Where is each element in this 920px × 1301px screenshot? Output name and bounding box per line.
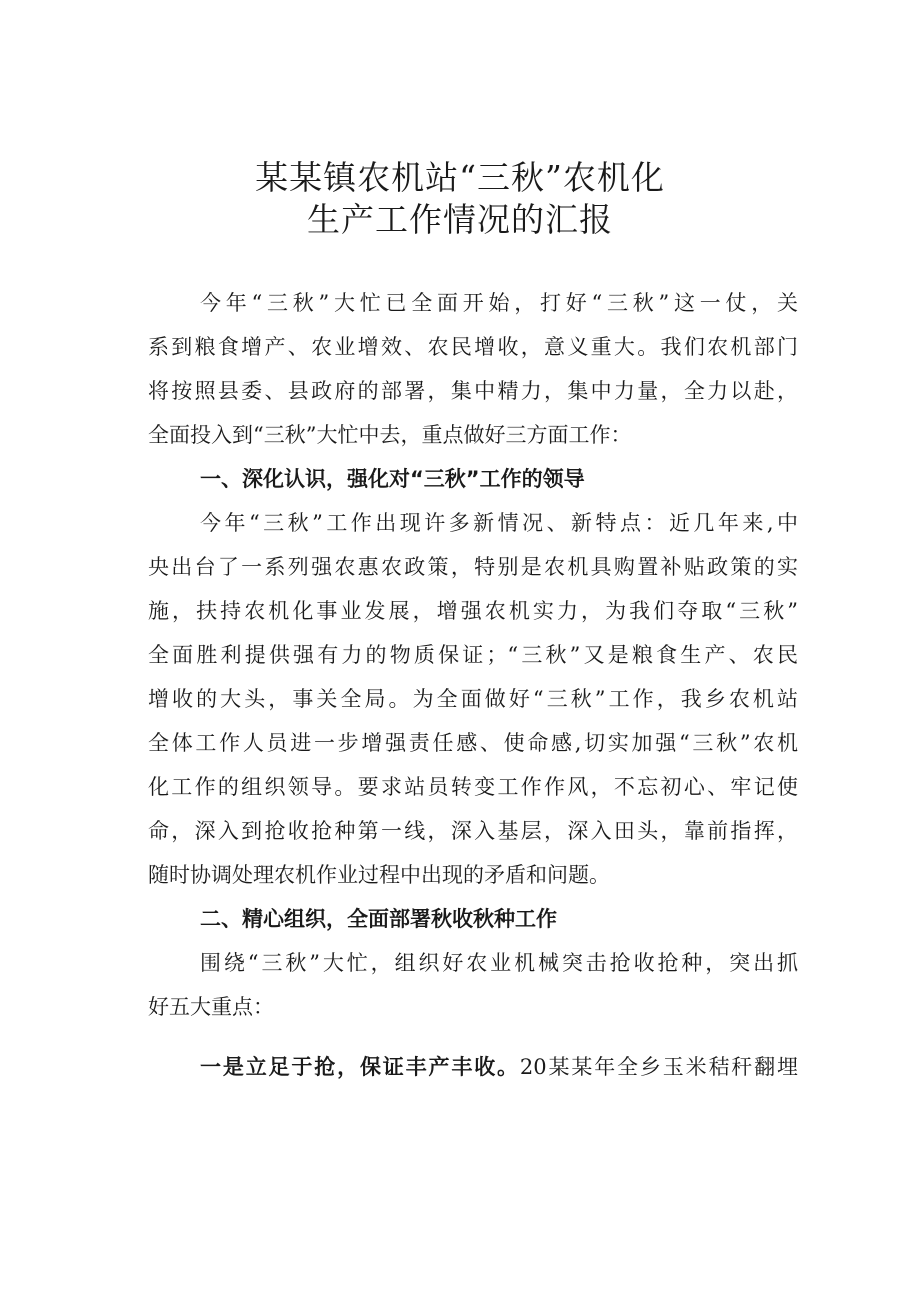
point-1-text: 20某某年全乡玉米秸秆翻埋 — [519, 1055, 798, 1079]
document-title-line-1: 某某镇农机站“三秋”农机化 — [255, 158, 665, 197]
section-1-line-4: 全面胜利提供强有力的物质保证；“三秋”又是粮食生产、农民 — [148, 643, 798, 667]
intro-line-1: 今年“三秋”大忙已全面开始，打好“三秋”这一仗，关 — [200, 291, 798, 315]
point-1-lead: 一是立足于抢，保证丰产丰收。 — [200, 1055, 520, 1079]
section-2-line-2: 好五大重点： — [148, 995, 274, 1019]
section-1-line-1: 今年“三秋”工作出现许多新情况、新特点：近几年来,中 — [200, 511, 798, 535]
intro-line-4: 全面投入到“三秋”大忙中去，重点做好三方面工作： — [148, 423, 632, 447]
section-2-line-1: 围绕“三秋”大忙，组织好农业机械突击抢收抢种，突出抓 — [200, 951, 798, 975]
section-1-line-7: 化工作的组织领导。要求站员转变工作作风，不忘初心、牢记使 — [148, 775, 798, 799]
point-1-line — [200, 1053, 798, 1081]
section-1-line-6: 全体工作人员进一步增强责任感、使命感,切实加强“三秋”农机 — [148, 731, 798, 755]
section-1-line-8: 命，深入到抢收抢种第一线，深入基层，深入田头，靠前指挥， — [148, 819, 798, 843]
intro-line-3: 将按照县委、县政府的部署，集中精力，集中力量，全力以赴， — [148, 379, 798, 403]
section-2-heading: 二、精心组织，全面部署秋收秋种工作 — [200, 907, 557, 931]
intro-line-2: 系到粮食增产、农业增效、农民增收，意义重大。我们农机部门 — [148, 335, 798, 359]
section-1-heading: 一、深化认识，强化对“三秋”工作的领导 — [200, 467, 585, 491]
section-1-line-2: 央出台了一系列强农惠农政策，特别是农机具购置补贴政策的实 — [148, 555, 798, 579]
section-1-line-5: 增收的大头，事关全局。为全面做好“三秋”工作，我乡农机站 — [148, 687, 798, 711]
section-1-line-3: 施，扶持农机化事业发展，增强农机实力，为我们夺取“三秋” — [148, 599, 798, 623]
document-title-line-2: 生产工作情况的汇报 — [307, 200, 613, 239]
section-1-line-9: 随时协调处理农机作业过程中出现的矛盾和问题。 — [148, 863, 610, 887]
